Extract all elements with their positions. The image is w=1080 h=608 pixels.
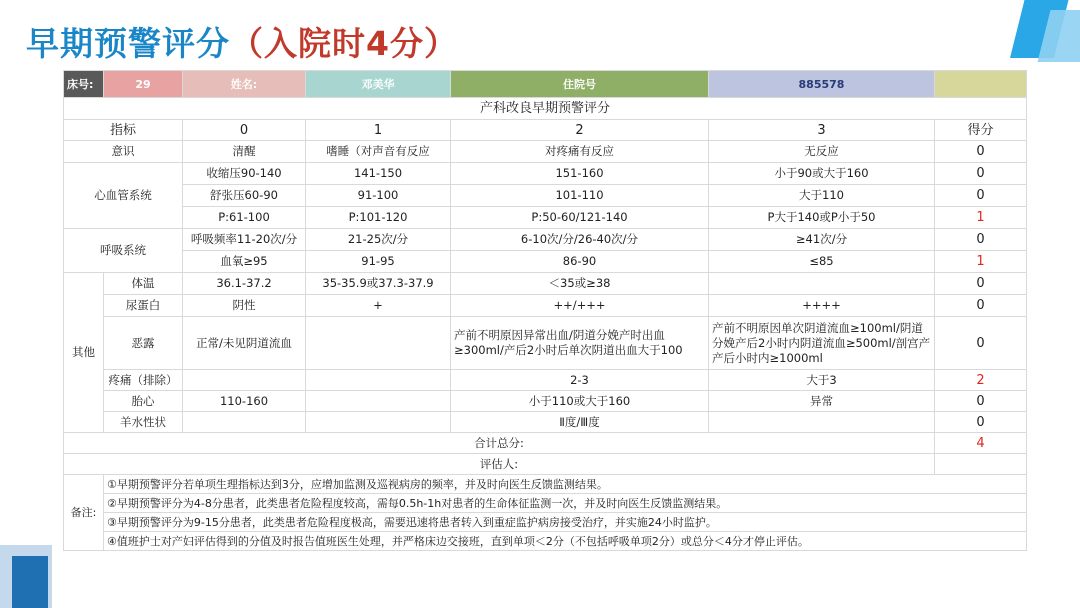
cell-score-2: Ⅱ度/Ⅲ度 <box>451 412 709 433</box>
note-item: ②早期预警评分为4-8分患者，此类患者危险程度较高，需每0.5h-1h对患者的生命体征监测一次，并及时向医生反馈监测结果。 <box>104 494 1027 513</box>
sub-indicator: 疼痛（排除） <box>104 370 183 391</box>
cell-score-1 <box>306 412 451 433</box>
cell-score-3: 无反应 <box>709 141 935 163</box>
cell-score-1 <box>306 370 451 391</box>
cell-score-2: 产前不明原因异常出血/阴道分娩产时出血≥300ml/产后2小时后单次阴道出血大于100 <box>451 317 709 370</box>
cell-score-0: 36.1-37.2 <box>183 273 306 295</box>
cell-score-1: P:101-120 <box>306 207 451 229</box>
header-end-cell <box>935 71 1027 98</box>
table-row <box>64 317 1027 370</box>
bed-value: 29 <box>104 71 183 98</box>
cell-score-1: 141-150 <box>306 163 451 185</box>
cell-score-1: 91-100 <box>306 185 451 207</box>
table-row <box>64 251 1027 273</box>
table-row <box>64 370 1027 391</box>
cell-score-0: P:61-100 <box>183 207 306 229</box>
cell-score-0: 清醒 <box>183 141 306 163</box>
sub-indicator: 羊水性状 <box>104 412 183 433</box>
cell-score-3: ≤85 <box>709 251 935 273</box>
sub-indicator: 体温 <box>104 273 183 295</box>
row-score: 0 <box>935 295 1027 317</box>
cell-score-0 <box>183 412 306 433</box>
table-row <box>64 163 1027 185</box>
cell-score-1: 21-25次/分 <box>306 229 451 251</box>
cell-score-1: + <box>306 295 451 317</box>
indicator-consciousness: 意识 <box>64 141 183 163</box>
cell-score-2: 2-3 <box>451 370 709 391</box>
cell-score-3: 大于110 <box>709 185 935 207</box>
column-header: 3 <box>709 120 935 141</box>
cell-score-3 <box>709 273 935 295</box>
cell-score-3: 异常 <box>709 391 935 412</box>
table-row <box>64 391 1027 412</box>
row-score: 0 <box>935 141 1027 163</box>
cell-score-0: 舒张压60-90 <box>183 185 306 207</box>
row-score: 0 <box>935 317 1027 370</box>
name-label: 姓名: <box>183 71 306 98</box>
column-header: 得分 <box>935 120 1027 141</box>
note-item: ③早期预警评分为9-15分患者，此类患者危险程度极高，需要迅速将患者转入到重症监护病房接受治疗，并实施24小时监护。 <box>104 513 1027 532</box>
cell-score-2: P:50-60/121-140 <box>451 207 709 229</box>
page-title <box>26 18 458 65</box>
bed-label: 床号: <box>64 71 104 98</box>
assessor-value <box>935 454 1027 475</box>
table-row <box>64 412 1027 433</box>
cell-score-3 <box>709 412 935 433</box>
cell-score-2: ++/+++ <box>451 295 709 317</box>
cell-score-1: 35-35.9或37.3-37.9 <box>306 273 451 295</box>
cell-score-2: 151-160 <box>451 163 709 185</box>
table-row <box>64 229 1027 251</box>
total-row <box>64 433 1027 454</box>
cell-score-2: 对疼痛有反应 <box>451 141 709 163</box>
row-score: 0 <box>935 163 1027 185</box>
column-header: 2 <box>451 120 709 141</box>
cell-score-0: 阴性 <box>183 295 306 317</box>
title-main: 早期预警评分 <box>26 24 230 63</box>
sub-indicator: 恶露 <box>104 317 183 370</box>
indicator-cardio: 心血管系统 <box>64 163 183 229</box>
warning-score-table <box>63 70 1027 551</box>
column-header-row <box>64 120 1027 141</box>
row-score: 0 <box>935 229 1027 251</box>
cell-score-2: 86-90 <box>451 251 709 273</box>
admission-value: 885578 <box>709 71 935 98</box>
cell-score-1 <box>306 391 451 412</box>
cell-score-2: 101-110 <box>451 185 709 207</box>
cell-score-1 <box>306 317 451 370</box>
cell-score-0: 110-160 <box>183 391 306 412</box>
cell-score-0: 呼吸频率11-20次/分 <box>183 229 306 251</box>
cell-score-3: 小于90或大于160 <box>709 163 935 185</box>
table-row <box>64 273 1027 295</box>
cell-score-3: ≥41次/分 <box>709 229 935 251</box>
cell-score-1: 91-95 <box>306 251 451 273</box>
row-score: 0 <box>935 185 1027 207</box>
admission-label: 住院号 <box>451 71 709 98</box>
sub-indicator: 胎心 <box>104 391 183 412</box>
row-score: 0 <box>935 273 1027 295</box>
indicator-other: 其他 <box>64 273 104 433</box>
cell-score-0: 收缩压90-140 <box>183 163 306 185</box>
column-header: 指标 <box>64 120 183 141</box>
table-row <box>64 141 1027 163</box>
column-header: 1 <box>306 120 451 141</box>
cell-score-2: 小于110或大于160 <box>451 391 709 412</box>
cell-score-2: ＜35或≥38 <box>451 273 709 295</box>
row-score: 2 <box>935 370 1027 391</box>
cell-score-1: 嗜睡（对声音有反应 <box>306 141 451 163</box>
table-row <box>64 207 1027 229</box>
assessor-row <box>64 454 1027 475</box>
row-score: 1 <box>935 251 1027 273</box>
note-row <box>64 513 1027 532</box>
cell-score-0 <box>183 370 306 391</box>
total-label: 合计总分: <box>64 433 935 454</box>
cell-score-0: 正常/未见阴道流血 <box>183 317 306 370</box>
total-value: 4 <box>935 433 1027 454</box>
table-title-row <box>64 98 1027 120</box>
cell-score-3: P大于140或P小于50 <box>709 207 935 229</box>
cell-score-0: 血氧≥95 <box>183 251 306 273</box>
name-value: 邓美华 <box>306 71 451 98</box>
row-score: 0 <box>935 391 1027 412</box>
patient-header-row <box>64 71 1027 98</box>
notes-label: 备注: <box>64 475 104 551</box>
cell-score-2: 6-10次/分/26-40次/分 <box>451 229 709 251</box>
row-score: 1 <box>935 207 1027 229</box>
indicator-respiratory: 呼吸系统 <box>64 229 183 273</box>
note-item: ①早期预警评分若单项生理指标达到3分，应增加监测及巡视病房的频率，并及时向医生反馈监测结果。 <box>104 475 1027 494</box>
cell-score-3: ++++ <box>709 295 935 317</box>
sub-indicator: 尿蛋白 <box>104 295 183 317</box>
cell-score-3: 大于3 <box>709 370 935 391</box>
cell-score-3: 产前不明原因单次阴道流血≥100ml/阴道分娩产后2小时内阴道流血≥500ml/剖宫产产后小时内≥1000ml <box>709 317 935 370</box>
note-row <box>64 532 1027 551</box>
column-header: 0 <box>183 120 306 141</box>
table-row <box>64 185 1027 207</box>
title-subtitle: （入院时4分） <box>230 24 458 63</box>
decor-shape-bottom-left-dark <box>12 556 48 608</box>
note-item: ④值班护士对产妇评估得到的分值及时报告值班医生处理，并严格床边交接班，直到单项＜2分（不包括呼吸单项2分）或总分＜4分才停止评估。 <box>104 532 1027 551</box>
assessor-label: 评估人: <box>64 454 935 475</box>
table-title: 产科改良早期预警评分 <box>64 98 1027 120</box>
table-row <box>64 295 1027 317</box>
row-score: 0 <box>935 412 1027 433</box>
note-row <box>64 494 1027 513</box>
note-row <box>64 475 1027 494</box>
